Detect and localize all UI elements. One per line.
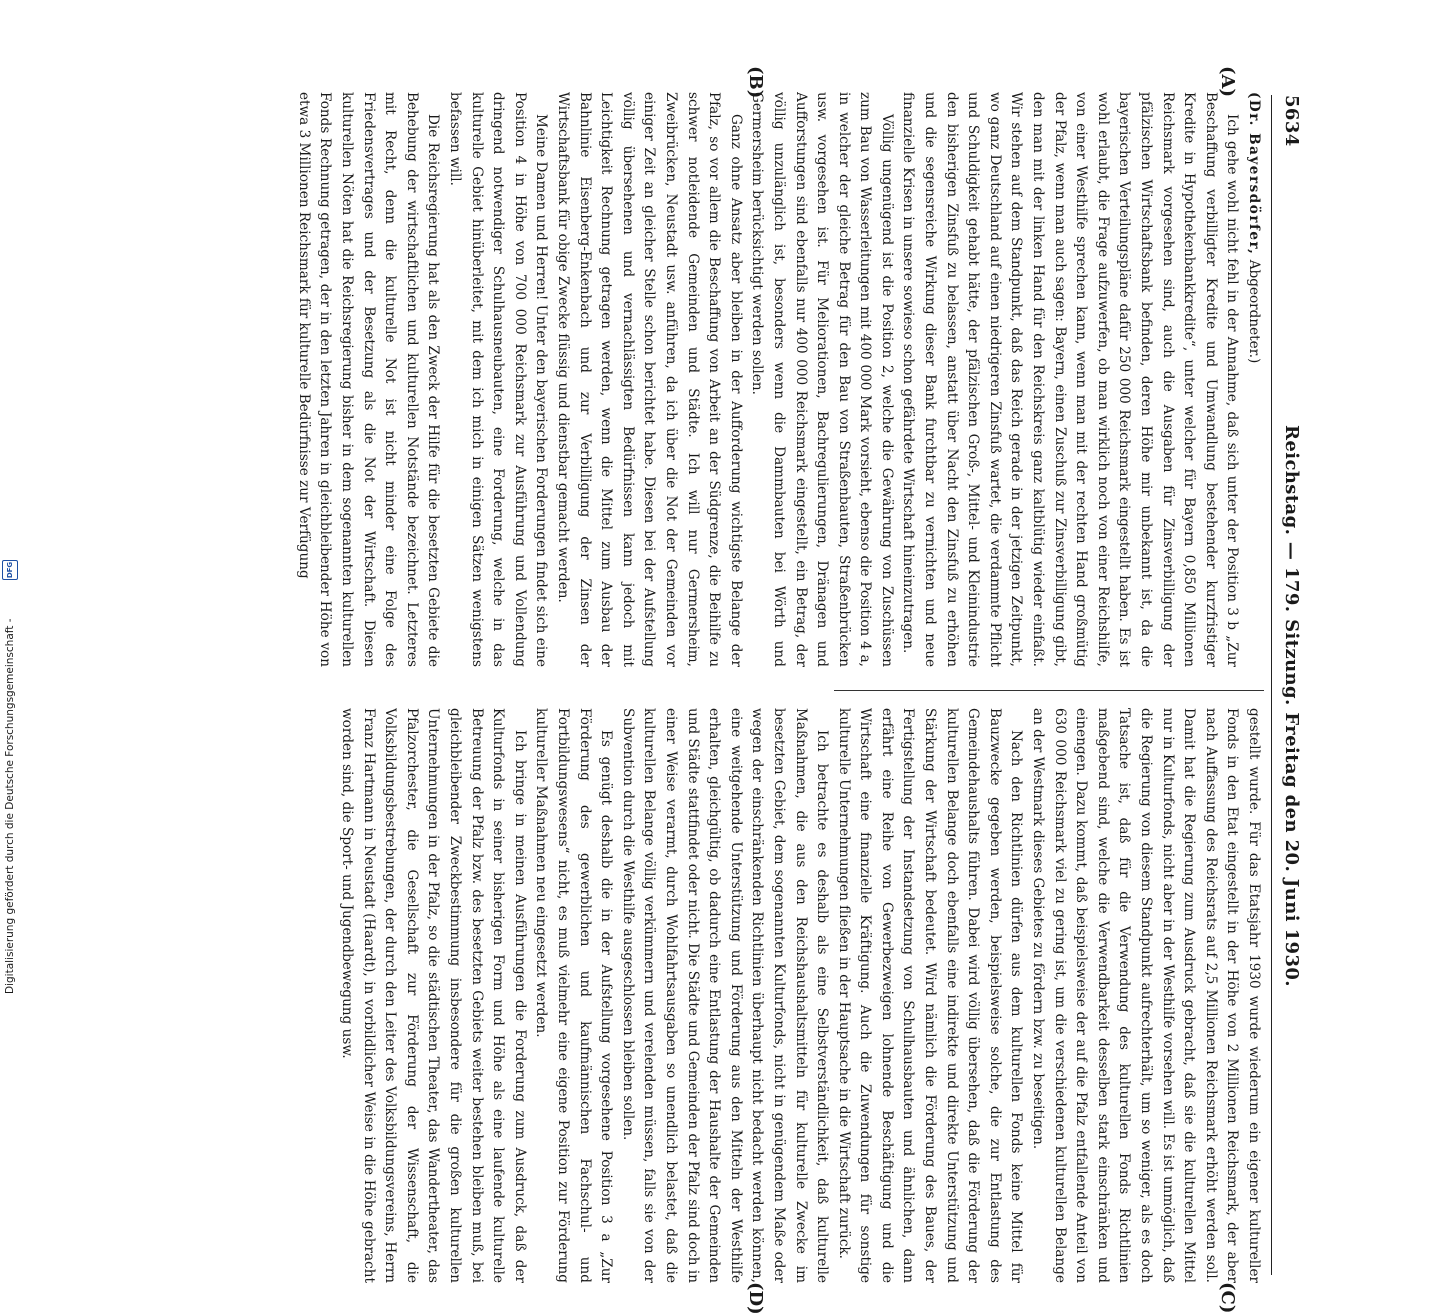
page-header	[1271, 95, 1306, 1275]
paragraph: Ich bringe in meinen Ausführungen die Forderung zum Ausdruck, daß der Kulturfonds in seiner bisherigen Form und Höhe als eine laufende kulturelle Betreuung der Pfalz bzw. des besetzten Gebiets weiter bestehen bleiben muß, bei gleichbleibender Zweckbestimmung insbesondere für die großen kulturellen Unternehmungen in der Pfalz, so die städtischen Theater, das Wandertheater, das Pfalzorchester, die Gesellschaft zur Förderung der Wissenschaft, die Volksbildungsbestrebungen, der durch den Leiter des Volksbildungsvereins, Herrn Franz Hartmann in Neustadt (Haardt), in vorbildlicher Weise in die Höhe gebracht worden sind, die Sport- und Jugendbewegung usw.	[339, 708, 528, 1283]
paragraph: Meine Damen und Herren! Unter den bayerischen Forderungen findet sich eine Position 4 in Höhe von 700 000 Reichsmark zur Ausführung und Vollendung dringend notwendiger Schulhausneubauten, eine Forderung, welche in das kulturelle Gebiet hinüberleitet, mit dem ich mich in einigen Sätzen wenigstens befassen will.	[447, 92, 550, 667]
session-title: Reichstag. — 179. Sitzung. Freitag den 20. Juni 1930.	[1281, 425, 1302, 987]
speaker-name: (Dr. Bayersdörfer,	[1246, 92, 1262, 256]
dfg-logo: DFG	[2, 560, 18, 580]
digitization-credit	[2, 0, 20, 1000]
paragraph: Ganz ohne Ansatz aber bleiben in der Aufforderung wichtigste Belange der Pfalz, so vor allem die Beschaffung von Arbeit an der Südgrenze, die Beihilfe zu schwer notleidende Gemeinden und Städte. Ich will nur Germersheim, Zweibrücken, Neustadt usw. anführen, da ich über die Not der Gemeinden vor einiger Zeit an gleicher Stelle schon berichtet habe. Diesen bei der Aufstellung völlig übersehenen und vernachlässigten Bedürfnissen kann jedoch mit Leichtigkeit Rechnung getragen werden, wenn die Mittel zum Ausbau der Bahnlinie Eisenberg-Enkenbach und zur Verbilligung der Zinsen der Wirtschaftsbank für obige Zwecke flüssig und dienstbar gemacht werden.	[555, 92, 744, 667]
margin-marker-a: (A)	[1217, 66, 1238, 97]
paragraph: Ich betrachte es deshalb als eine Selbstverständlichkeit, daß kulturelle Maßnahmen, die aus den Reichshaushaltsmitteln für kulturelle Zwecke im besetzten Gebiet, dem sogenannten Kulturfonds, nicht in genügendem Maße oder wegen der einschränkenden Richtlinien überhaupt nicht bedacht werden können, eine weitgehende Unterstützung und Förderung aus den Mitteln der Westhilfe erhalten, gleichgültig, ob dadurch eine Entlastung der Haushalte der Gemeinden und Städte stattfindet oder nicht. Die Städte und Gemeinden der Pfalz sind doch in einer Weise verarmt, durch Wohlfahrtsausgaben so unendlich belastet, daß die kulturellen Belange völlig verkümmern und verelenden müssen, falls sie von der Subvention durch die Westhilfe ausgeschlossen bleiben sollen.	[619, 708, 831, 1283]
speaker-line	[1242, 92, 1264, 667]
paragraph: Völlig ungenügend ist die Position 2, welche die Gewährung von Zuschüssen zum Bau von Wasserleitungen mit 400 000 Mark vorsieht, ebenso die Position 4 a, in welcher der gleiche Betrag für den Bau von Straßenbauten, Straßenbrücken usw. vorgesehen ist. Für Meliorationen, Bachregulierungen, Dränagen und Aufforstungen sind ebenfalls nur 400 000 Reichsmark eingestellt, ein Betrag, der völlig unzulänglich ist, besonders wenn die Dammbauten bei Wörth und Germersheim berücksichtigt werden sollen.	[749, 92, 895, 667]
scanned-page	[134, 0, 1434, 1315]
paragraph: Es genügt deshalb die in der Aufstellung vorgesehene Position 3 a „Zur Förderung des gewerblichen und kaufmännischen Fachschul- und Fortbildungswesens“ nicht, es muß vielmehr eine eigene Position zur Förderung kultureller Maßnahmen neu eingesetzt werden.	[533, 708, 615, 1283]
column-divider	[834, 690, 1264, 691]
paragraph: Nach den Richtlinien dürfen aus dem kulturellen Fonds keine Mittel für Bauzwecke gegeben werden, beispielsweise solche, die zur Entlastung des Gemeindehaushalts führen. Dabei wird völlig übersehen, daß die Förderung der kulturellen Belange doch ebenfalls eine indirekte und direkte Unterstützung und Stärkung der Wirtschaft bedeutet. Wird nämlich die Förderung des Baues, der Fertigstellung der Instandsetzung von Schulhausbauten und ähnlichen, dann erfährt eine Reihe von Gewerbezweigen lohnende Beschäftigung und die Wirtschaft eine finanzielle Kräftigung. Auch die Zuwendungen für sonstige kulturelle Unternehmungen fließen in der Hauptsache in die Wirtschaft zurück.	[835, 708, 1025, 1283]
paragraph: Ich gehe wohl nicht fehl in der Annahme, daß sich unter der Position 3 b „Zur Beschaffung verbilligter Kredite und Umwandlung bestehender kurzfristiger Kredite in Hypothekenbankkredite“, unter welcher für Bayern 0,850 Millionen Reichsmark vorgesehen sind, auch die Ausgaben für Zinsverbilligung der pfälzischen Wirtschaftsbank befinden, deren Höhe mir unbekannt ist, da die bayerischen Verteilungspläne dafür 250 000 Reichsmark eingestellt haben. Es ist wohl erlaubt, die Frage aufzuwerfen, ob man wirklich noch von einer Reichshilfe, von einer Westhilfe sprechen kann, wenn man mit der rechten Hand großmütig der Pfalz, wenn man auch sagen: Bayern, einen Zuschuß zur Zinsverbilligung gibt, den man mit der linken Hand für den Reichskreis ganz kaltblütig wieder einfaßt. Wir stehen auf dem Standpunkt, daß das Reich gerade in der jetzigen Zeitpunkt, wo ganz Deutschland auf einen niedrigeren Zinsfuß wartet, die verdammte Pflicht und Schuldigkeit gehabt hätte, der pfälzischen Groß-, Mittel- und Kleinindustrie den bisherigen Zinsfuß zu belassen, anstatt über Nacht den Zinsfuß zu erhöhen und die segensreiche Wirkung dieser Bank furchtbar zu vernichten und neue finanzielle Krisen in unsere sowieso schon gefährdete Wirtschaft hineinzutragen.	[900, 92, 1241, 667]
credit-text: Digitalisierung gefördert durch die Deutsche Forschungsgemeinschaft -	[4, 618, 16, 994]
paragraph: gestellt wurde. Für das Etatsjahr 1930 wurde wiederum ein eigener kultureller Fonds in den Etat eingestellt in der Höhe von 2 Millionen Reichsmark, der aber nach Auffassung des Reichsrats auf 2,5 Millionen Reichsmark erhöht werden soll. Damit hat die Regierung zum Ausdruck gebracht, daß sie die kulturellen Mittel nur in Kulturfonds, nicht aber in der Westhilfe vorsehen will. Es ist unmöglich, daß die Regierung von diesem Standpunkt aufrechterhält, um so weniger, als es doch Tatsache ist, daß für die Verwendung des kulturellen Fonds Richtlinien maßgebend sind, welche die Verwendbarkeit desselben stark einschränken und einengen. Dazu kommt, daß beispielsweise der auf die Pfalz entfallende Anteil von 630 000 Reichsmark viel zu gering ist, um die verschiedenen kulturellen Belange an der Westmark dieses Gebietes zu fördern bzw. zu beseitigen.	[1030, 708, 1262, 1283]
margin-marker-b: (B)	[745, 66, 766, 99]
margin-marker-c: (C)	[1217, 1282, 1238, 1314]
margin-marker-d: (D)	[745, 1282, 766, 1315]
left-column	[164, 92, 1264, 667]
speaker-role: Abgeordneter.)	[1246, 259, 1262, 364]
paragraph: Die Reichsregierung hat als den Zweck der Hilfe für die besetzten Gebiete die Behebung der wirtschaftlichen und kulturellen Notstände bezeichnet. Letzteres mit Recht, denn die kulturelle Not ist nicht minder eine Folge des Friedensvertrages und der Besetzung als die Not der Wirtschaft. Diesen kulturellen Nöten hat die Reichsregierung bisher in dem sogenannten kulturellen Fonds Rechnung getragen, der in den letzten Jahren in gleichbleibender Höhe von etwa 3 Millionen Reichsmark für kulturelle Bedürfnisse zur Verfügung	[295, 92, 442, 667]
right-column	[164, 708, 1264, 1283]
page-number: 5634	[1281, 95, 1302, 147]
